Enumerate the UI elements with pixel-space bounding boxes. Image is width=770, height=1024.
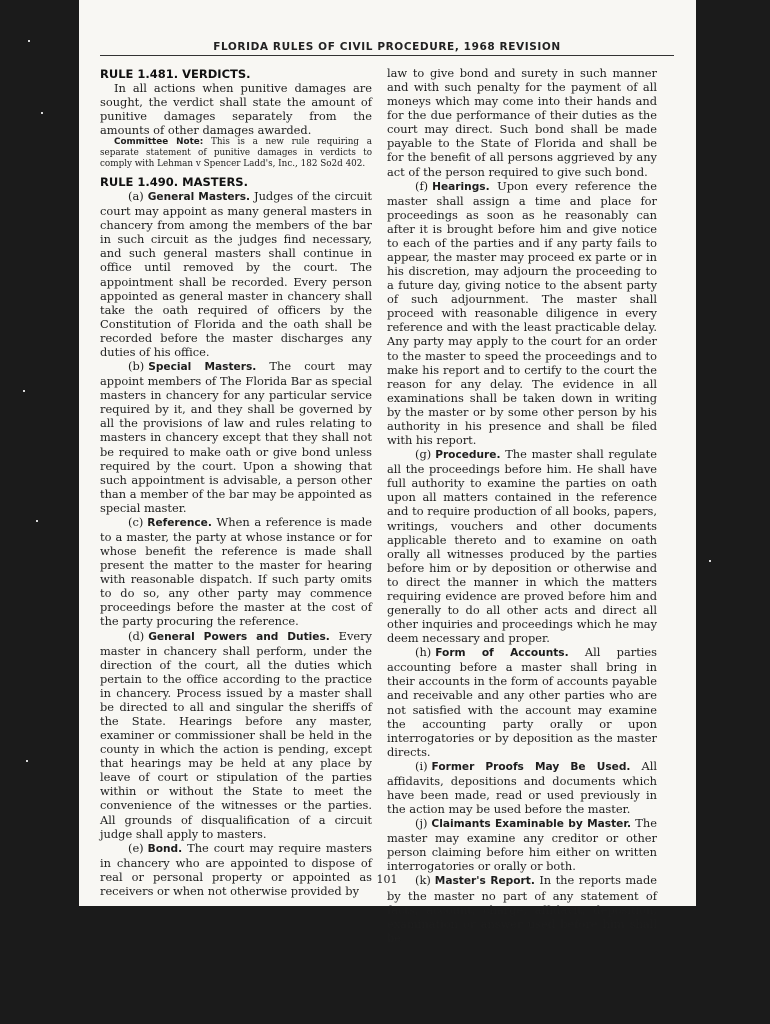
- subsection-b-heading: Special Masters.: [148, 361, 257, 374]
- subsection-d: [100, 629, 372, 841]
- scan-speck: [709, 560, 711, 562]
- subsection-c-heading: Reference.: [147, 516, 212, 529]
- scan-speck: [23, 390, 25, 392]
- subsection-f-heading: Hearings.: [432, 180, 490, 193]
- document-page: [79, 0, 696, 945]
- subsection-i-heading: Former Proofs May Be Used.: [431, 760, 631, 773]
- subsection-k-text: In the reports made by the master no part of any statement of facts, account, charge, affidavit, deposition, examination or answer used before him shall be: [387, 873, 657, 945]
- subsection-i-tag: (i): [415, 758, 428, 773]
- subsection-e: [100, 841, 372, 898]
- rule-1481-text: In all actions when punitive damages are sought, the verdict shall state the amount of punitive damages separately from the amounts of other damages awarded.: [100, 81, 372, 138]
- rule-1490-title: RULE 1.490. MASTERS.: [100, 175, 248, 190]
- subsection-d-text: Every master in chancery shall perform, under the direction of the court, all the duties which pertain to the office according to the practice in chancery. Process issued by a master shall be directed to all and singular the sheriffs of the State. Hearings before any master, examiner or commissioner shall be held in the county in which the action is pending, except that hearings may be held at any place by leave of court or stipulation of the parties within or without the State to meet the convenience of the witnesses or the parties. All grounds of disqualification of a circuit judge shall apply to masters.: [100, 628, 372, 841]
- subsection-k-heading: Master's Report.: [434, 875, 535, 888]
- subsection-b-tag: (b): [128, 359, 145, 374]
- subsection-h-tag: (h): [415, 645, 432, 660]
- right-column: [387, 66, 657, 945]
- subsection-f: [387, 179, 657, 447]
- subsection-c-tag: (c): [128, 514, 144, 529]
- subsection-a: [100, 189, 372, 359]
- subsection-f-text: Upon every reference the master shall assign a time and place for proceedings as soon as he reasonably can after it is brought before him and give notice to each of the parties and if any party fails to appear, the master may proceed ex parte or in his discretion, may adjourn the proceeding to a future day, giving notice to the absent party of such adjournment. The master shall proceed with reasonable diligence in every reference and with the least practicable delay. Any party may apply to the court for an order to the master to speed the proceedings and to make his report and to certify to the court the reason for any delay. The evidence in all examinations shall be taken down in writing by the master or by some other person by his authority in his presence and shall be filed with his report.: [387, 178, 657, 448]
- scan-speck: [26, 760, 28, 762]
- subsection-g-tag: (g): [415, 447, 432, 462]
- left-column: [100, 66, 372, 898]
- committee-note: [100, 137, 372, 169]
- subsection-i: [387, 759, 657, 816]
- subsection-h-text: All parties accounting before a master shall bring in their accounts in the form of accounts payable and receivable and any other parties who are not satisfied with the account may examine the accounting party orally or upon interrogatories or by deposition as the master directs.: [387, 645, 658, 759]
- scan-speck: [41, 112, 43, 114]
- subsection-e-continued: law to give bond and surety in such manner and with such penalty for the payment of all moneys which may come into their hands and for the due performance of their duties as the court may direct. Such bond shall be made payable to the State of Florida and shall be for the benefit of all persons aggrieved by any act of the person required to give such bond.: [387, 66, 657, 179]
- subsection-j-text: The master may examine any creditor or other person claiming before him either on written interrogatories or orally or both.: [387, 816, 657, 874]
- subsection-j: [387, 816, 657, 873]
- committee-note-label: Committee Note:: [114, 137, 204, 148]
- subsection-g-text: The master shall regulate all the proceedings before him. He shall have full authority to examine the parties on oath upon all matters contained in the reference and to require production of all books, papers, writings, vouchers and other documents applicable thereto and to examine on oath orally all witnesses produced by the parties before him or by deposition or otherwise and to direct the manner in which the matters requiring evidence are proved before him and generally to do all other acts and direct all other inquiries and proceedings which he may deem necessary and proper.: [387, 447, 657, 646]
- subsection-h-heading: Form of Accounts.: [435, 647, 569, 660]
- subsection-b: [100, 359, 372, 515]
- subsection-g: [387, 447, 657, 645]
- subsection-e-heading: Bond.: [147, 842, 183, 855]
- subsection-c-text: When a reference is made to a master, the party at whose instance or for whose benefit the reference is made shall present the matter to the master for hearing with reasonable dispatch. If such party omits to do so, any other party may commence proceedings before the master at the cost of the party procuring the reference.: [100, 514, 372, 629]
- subsection-j-tag: (j): [415, 816, 428, 831]
- header-rule: [100, 55, 674, 56]
- running-header: FLORIDA RULES OF CIVIL PROCEDURE, 1968 REVISION: [213, 41, 561, 53]
- rule-1481-title: RULE 1.481. VERDICTS.: [100, 67, 251, 81]
- subsection-d-heading: General Powers and Duties.: [148, 630, 330, 643]
- subsection-a-text: Judges of the circuit court may appoint as many general masters in chancery from among the members of the bar in such circuit as the judges find necessary, and such general masters shall continue in office until removed by the court. The appointment shall be recorded. Every person appointed as general master in chancery shall take the oath required of officers by the Constitution of Florida and the oath shall be recorded before the master discharges any duties of his office.: [100, 189, 372, 359]
- subsection-c: [100, 515, 372, 629]
- scan-speck: [36, 520, 38, 522]
- subsection-d-tag: (d): [128, 628, 145, 643]
- page-number: 101: [376, 873, 398, 886]
- subsection-e-text: The court may require masters in chancery who are appointed to dispose of real or personal property or appointed as receivers or when not otherwise provided by: [100, 840, 372, 898]
- committee-note-text: This is a new rule requiring a separate statement of punitive damages in verdicts to comply with Lehman v Spencer Ladd's, Inc., 182 So2d 402.: [100, 137, 372, 169]
- subsection-b-text: The court may appoint members of The Florida Bar as special masters in chancery for any particular service required by it, and they shall be governed by all the provisions of law and rules relating to masters in chancery except that they shall not be required to make oath or give bond unless required by the court. Upon a showing that such appointment is advisable, a person other than a member of the bar may be appointed as special master.: [100, 359, 372, 515]
- subsection-g-heading: Procedure.: [435, 449, 501, 462]
- subsection-k-tag: (k): [415, 873, 431, 888]
- subsection-h: [387, 645, 657, 759]
- subsection-i-text: All affidavits, depositions and documents which have been made, read or used previously in the action may be used before the master.: [387, 758, 657, 817]
- subsection-a-tag: (a): [128, 189, 144, 204]
- subsection-a-heading: General Masters.: [147, 191, 251, 204]
- subsection-j-heading: Claimants Examinable by Master.: [431, 818, 632, 831]
- scan-speck: [28, 40, 30, 42]
- subsection-f-tag: (f): [415, 178, 429, 193]
- subsection-e-tag: (e): [128, 840, 144, 855]
